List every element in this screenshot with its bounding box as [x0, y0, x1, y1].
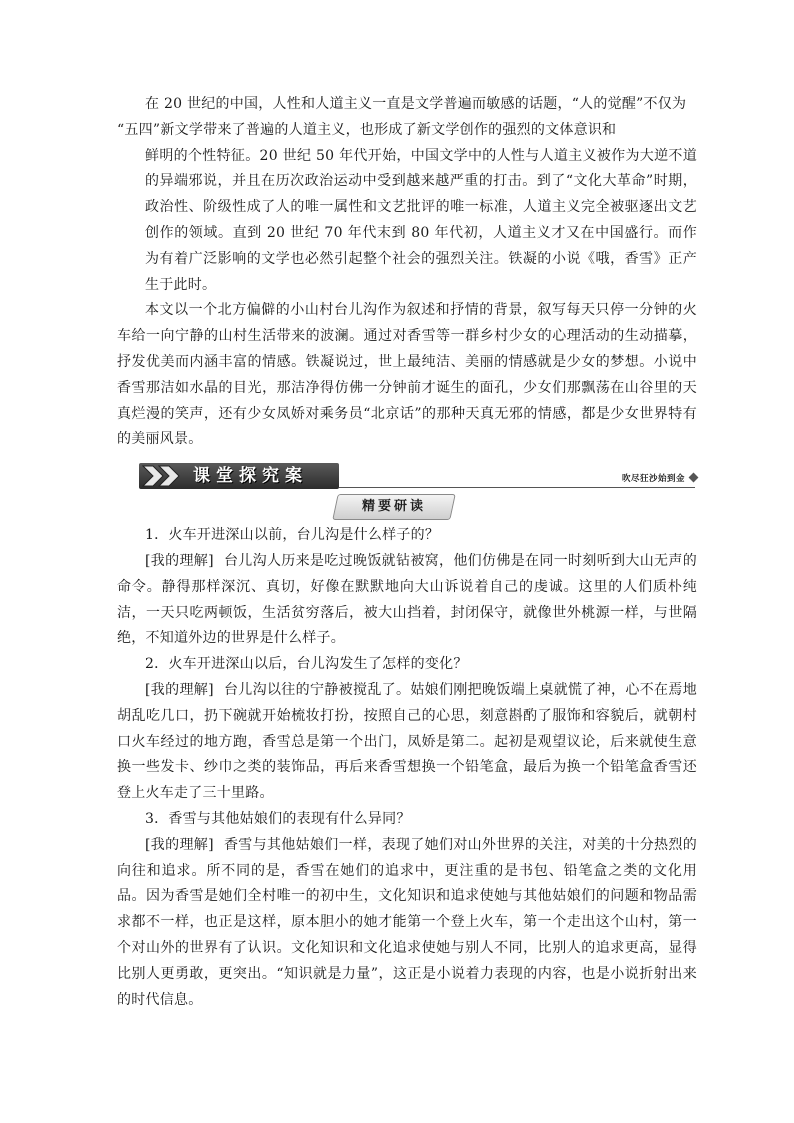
answer-tag: [我的理解] — [145, 681, 214, 698]
question-2: 2．火车开进深山以后，台儿沟发生了怎样的变化？ — [145, 656, 468, 673]
banner-divider — [339, 487, 695, 488]
double-chevron-icon — [139, 463, 195, 489]
answer-2 — [117, 678, 697, 807]
answer-text: 香雪与其他姑娘们一样，表现了她们对山外世界的关注，对美的十分热烈的向往和追求。所不同的是，香雪在她们的追求中，更注重的是书包、铅笔盒之类的文化用品。因为香雪是她们全村唯一的初中生，文化知识和追求使她与其他姑娘们的问题和物品需求都不一样，也正是这样，原本胆小的她才能第一个登上火车，第一个走出这个山村，第一个对山外的世界有了认识。文化知识和文化追求使她与别人不同，比别人的追求更高，显得比别人更勇敢，更突出。“知识就是力量”，这正是小说着力表现的内容，也是小说折射出来的时代信息。 — [117, 836, 697, 1008]
answer-1 — [117, 549, 697, 652]
question-1: 1．火车开进深山以前，台儿沟是什么样子的？ — [145, 527, 440, 544]
answer-tag: [我的理解] — [145, 552, 214, 569]
intro-paragraph-2: 鲜明的个性特征。20 世纪 50 年代开始，中国文学中的人性与人道主义被作为大逆不道的异端邪说，并且在历次政治运动中受到越来越严重的打击。到了“文化大革命”时期，政治性、阶级性成了人的唯一属性和文艺批评的唯一标准，人道主义完全被驱逐出文艺创作的领域。直到 20 世纪 70 年代末到 80 年代初，人道主义才又在中国盛行。而作为有着广泛影响的文学也必然引起整个社会的强烈关注。铁凝的小说《哦，香雪》正产生于此时。 — [145, 147, 697, 293]
subsection-title: 精要研读 — [361, 499, 426, 515]
diamond-icon — [689, 473, 699, 483]
intro-paragraph-1-line-2: “五四”新文学带来了普遍的人道主义，也形成了新文学创作的强烈的文体意识和 — [117, 121, 617, 138]
answer-text: 台儿沟人历来是吃过晚饭就钻被窝，他们仿佛是在同一时刻听到大山无声的命令。静得那样深沉、真切，好像在默默地向大山诉说着自己的虔诚。这里的人们质朴纯洁，一天只吃两顿饭，生活贫穷落后，被大山挡着，封闭保守，就像世外桃源一样，与世隔绝，不知道外边的世界是什么样子。 — [117, 552, 697, 647]
question-3: 3．香雪与其他姑娘们的表现有什么异同？ — [145, 810, 411, 827]
answer-tag: [我的理解] — [145, 836, 214, 853]
answer-text: 台儿沟以往的宁静被搅乱了。姑娘们刚把晚饭端上桌就慌了神，心不在焉地胡乱吃几口，扔下碗就开始梳妆打扮，按照自己的心思，刻意斟酌了服饰和容貌后，就朝村口火车经过的地方跑，香雪总是第一个出门，凤娇是第二。起初是观望议论，后来就使生意换一些发卡、纱巾之类的装饰品，再后来香雪想换一个铅笔盒，最后为换一个铅笔盒香雪还登上火车走了三十里路。 — [117, 681, 697, 802]
answer-3 — [117, 833, 697, 1014]
intro-paragraph-1-line-1: 在 20 世纪的中国，人性和人道主义一直是文学普遍而敏感的话题，“人的觉醒”不仅为 — [145, 96, 687, 112]
page-content — [117, 92, 697, 1013]
subsection-banner — [117, 493, 697, 521]
section-title: 课堂探究案 — [193, 466, 308, 487]
section-motto: 吹尽狂沙始到金 — [621, 474, 685, 485]
intro-paragraph-3: 本文以一个北方偏僻的小山村台儿沟作为叙述和抒情的背景，叙写每天只停一分钟的火车给一向宁静的山村生活带来的波澜。通过对香雪等一群乡村少女的心理活动的生动描摹，抒发优美而内涵丰富的情感。铁凝说过，世上最纯洁、美丽的情感就是少女的梦想。小说中香雪那洁如水晶的目光，那洁净得仿佛一分钟前才诞生的面孔，少女们那飘荡在山谷里的天真烂漫的笑声，还有少女凤娇对乘务员“北京话”的那种天真无邪的情感，都是少女世界特有的美丽风景。 — [117, 302, 697, 448]
section-banner — [117, 459, 697, 493]
